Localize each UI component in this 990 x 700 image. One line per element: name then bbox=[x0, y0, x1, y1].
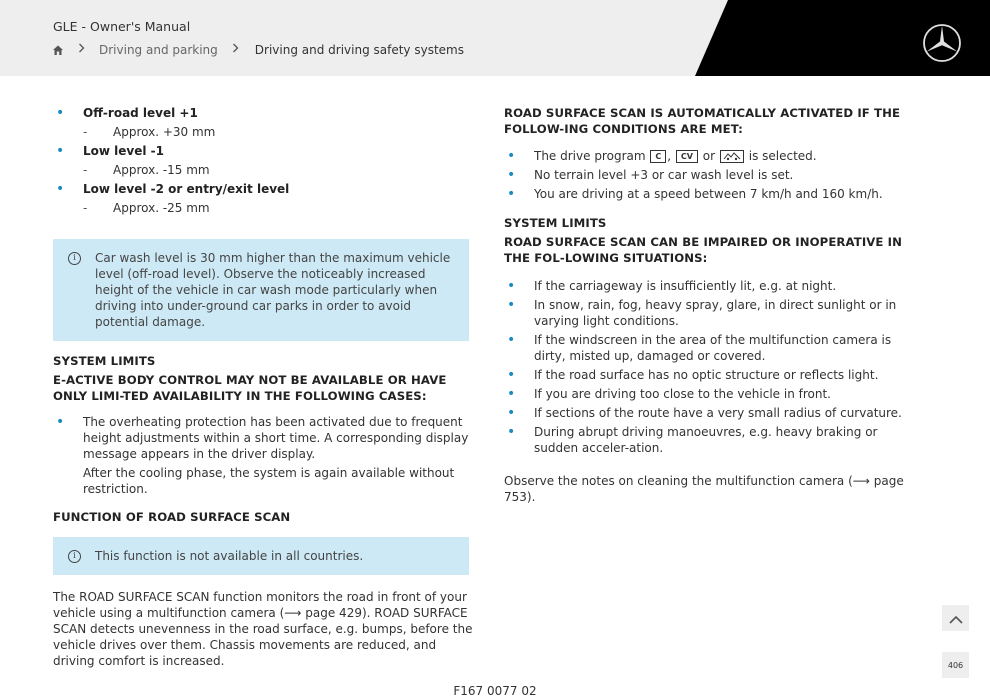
list-item bbox=[53, 105, 473, 121]
level-value: - Approx. -15 mm bbox=[53, 162, 473, 178]
drive-program-c-icon: C bbox=[650, 150, 666, 163]
observe-text: Observe the notes on cleaning the multifunction camera (⟶ page 753). bbox=[504, 474, 904, 504]
chevron-right-icon bbox=[78, 42, 85, 57]
ebc-heading: E-ACTIVE BODY CONTROL MAY NOT BE AVAILABLE OR HAVE ONLY LIMI-TED AVAILABILITY IN THE FOLLOWING CASES: bbox=[53, 373, 447, 403]
note-text: Car wash level is 30 mm higher than the maximum vehicle level (off-road level). Observe the noticeably increased height of the vehicle in car wash mode particularly when driving into under-ground car parks in order to avoid potential damage. bbox=[95, 251, 451, 329]
drive-program-suffix: is selected. bbox=[748, 149, 817, 163]
list-item: • During abrupt driving manoeuvres, e.g. heavy braking or sudden acceler-ation. bbox=[504, 424, 919, 456]
list-item: • If the windscreen in the area of the multifunction camera is dirty, misted up, damaged or covered. bbox=[504, 332, 919, 364]
three-pointed-star-logo bbox=[922, 23, 962, 63]
drive-program-prefix: The drive program bbox=[534, 149, 646, 163]
list-item-text: • The overheating protection has been activated due to frequent height adjustments within a short time. A corresponding display message appears in the driver display. bbox=[83, 415, 469, 461]
level-label: • Low level -2 or entry/exit level bbox=[83, 182, 290, 196]
list-item: • The drive program C , CV or is selected. bbox=[504, 148, 919, 164]
list-item: • If you are driving too close to the vehicle in front. bbox=[504, 386, 919, 402]
note-text: This function is not available in all countries. bbox=[95, 549, 364, 563]
chevron-up-icon bbox=[949, 609, 963, 628]
situations-list bbox=[504, 278, 919, 456]
ebc-list bbox=[53, 414, 473, 497]
levels-list bbox=[53, 181, 473, 197]
function-text: The ROAD SURFACE SCAN function monitors the road in front of your vehicle using a multifunction camera (⟶ page 429). ROAD SURFACE SCAN detects unevenness in the road surface, e.g. bumps, before the vehicle drives over them. Chassis movements are reduced, and driving comfort is increased. bbox=[53, 590, 473, 668]
system-limits-title: SYSTEM LIMITS bbox=[504, 216, 607, 230]
activation-heading: ROAD SURFACE SCAN IS AUTOMATICALLY ACTIVATED IF THE FOLLOW-ING CONDITIONS ARE MET: bbox=[504, 106, 901, 136]
list-item bbox=[53, 143, 473, 159]
list-item: • You are driving at a speed between 7 km/h and 160 km/h. bbox=[504, 186, 919, 202]
level-label: • Off-road level +1 bbox=[83, 106, 198, 120]
list-item: • If the carriageway is insufficiently lit, e.g. at night. bbox=[504, 278, 919, 294]
list-item bbox=[53, 181, 473, 197]
list-item-after: After the cooling phase, the system is again available without restriction. bbox=[83, 466, 455, 496]
impaired-heading: ROAD SURFACE SCAN CAN BE IMPAIRED OR INOPERATIVE IN THE FOL-LOWING SITUATIONS: bbox=[504, 235, 903, 265]
levels-list bbox=[53, 105, 473, 121]
list-item: • No terrain level +3 or car wash level is set. bbox=[504, 167, 919, 183]
level-value: - Approx. -25 mm bbox=[53, 200, 473, 216]
list-item: • If sections of the route have a very small radius of curvature. bbox=[504, 405, 919, 421]
app-title: GLE - Owner's Manual bbox=[53, 19, 191, 34]
list-item bbox=[53, 414, 473, 497]
info-icon: i bbox=[68, 252, 81, 265]
activation-list bbox=[504, 148, 919, 202]
list-item: • If the road surface has no optic structure or reflects light. bbox=[504, 367, 919, 383]
chevron-right-icon bbox=[232, 42, 239, 57]
scroll-to-top-button[interactable] bbox=[942, 605, 969, 631]
breadcrumb-current: Driving and driving safety systems bbox=[254, 42, 464, 57]
right-column bbox=[504, 105, 919, 505]
system-limits-title: SYSTEM LIMITS bbox=[53, 354, 156, 368]
breadcrumb bbox=[52, 42, 464, 57]
info-note-car-wash bbox=[53, 239, 469, 341]
figure-code: F167 0077 02 bbox=[453, 684, 537, 698]
breadcrumb-link-driving-parking[interactable]: Driving and parking bbox=[99, 42, 218, 57]
info-icon: i bbox=[68, 550, 81, 563]
page-number-badge bbox=[942, 652, 969, 678]
left-column bbox=[53, 105, 473, 669]
levels-list bbox=[53, 143, 473, 159]
info-note-countries bbox=[53, 537, 469, 575]
level-value: - Approx. +30 mm bbox=[53, 124, 473, 140]
drive-program-offroad-icon bbox=[720, 150, 744, 163]
drive-program-or: or bbox=[702, 149, 716, 163]
function-heading: FUNCTION OF ROAD SURFACE SCAN bbox=[53, 510, 291, 524]
level-label: • Low level -1 bbox=[83, 144, 164, 158]
drive-program-cv-icon: CV bbox=[676, 150, 698, 163]
home-icon[interactable] bbox=[52, 44, 64, 56]
list-item: • In snow, rain, fog, heavy spray, glare, in direct sunlight or in varying light conditions. bbox=[504, 297, 919, 329]
page-number: 406 bbox=[947, 660, 964, 670]
